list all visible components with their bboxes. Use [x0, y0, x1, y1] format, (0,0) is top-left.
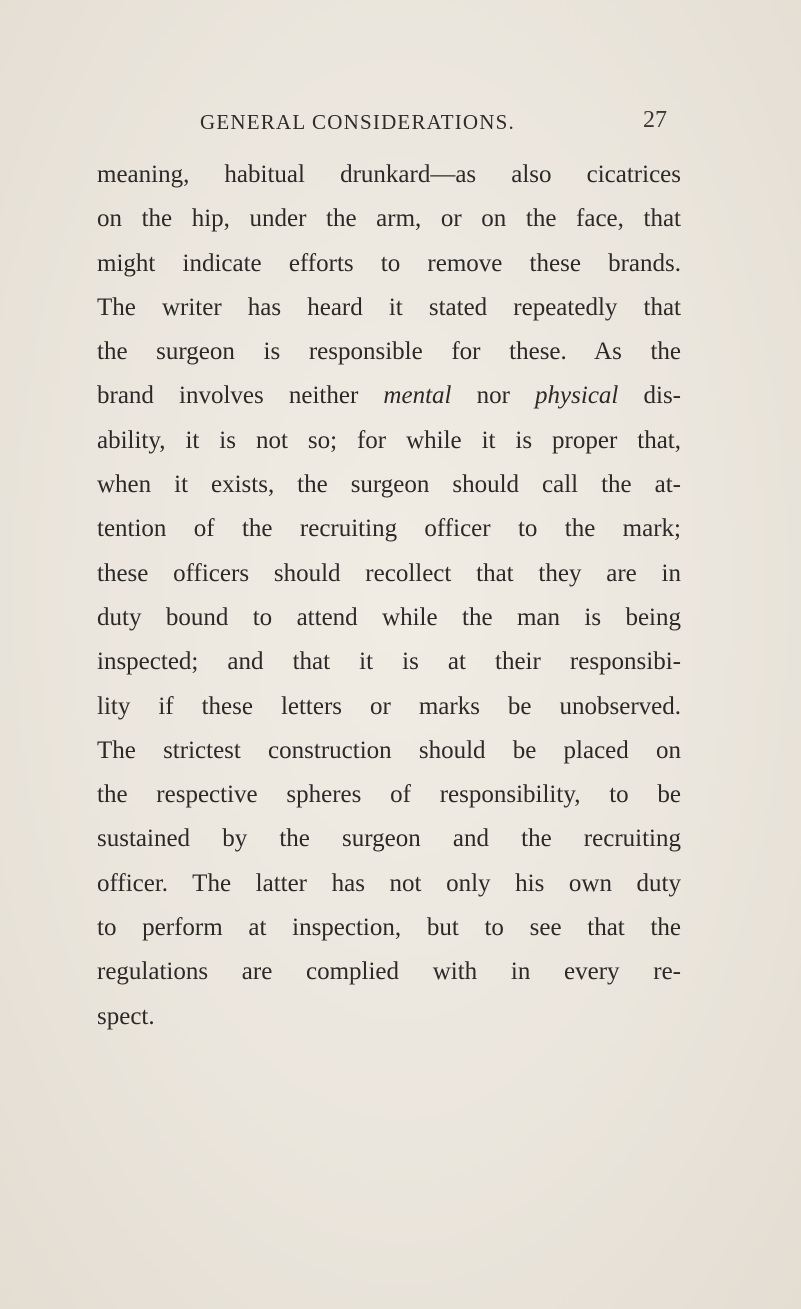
text-line: meaning, habitual drunkard—as also cicatrices [97, 161, 681, 188]
text-line: when it exists, the surgeon should call the at- [97, 471, 681, 499]
text-segment: brand involves neither [97, 382, 359, 410]
text-line: on the hip, under the arm, or on the face, that [97, 205, 681, 233]
page-number: 27 [643, 107, 667, 133]
running-head-title: GENERAL CONSIDERATIONS. [200, 110, 515, 134]
text-line: ability, it is not so; for while it is proper that, [97, 426, 681, 454]
running-head [200, 107, 680, 140]
text-line: The strictest construction should be placed on [97, 736, 681, 764]
body-paragraph [97, 153, 681, 1039]
text-line-with-italics [97, 374, 681, 418]
text-line: officer. The latter has not only his own duty [97, 869, 681, 897]
text-line: might indicate efforts to remove these brands. [97, 249, 681, 277]
text-line: The writer has heard it stated repeatedly that [97, 293, 681, 321]
text-line: to perform at inspection, but to see that the [97, 914, 681, 942]
text-line: duty bound to attend while the man is being [97, 603, 681, 631]
text-line: these officers should recollect that they are in [97, 559, 681, 587]
text-line: tention of the recruiting officer to the mark; [97, 515, 681, 543]
text-line: lity if these letters or marks be unobserved. [97, 692, 681, 720]
text-segment: dis- [643, 382, 681, 410]
text-line: the surgeon is responsible for these. As the [97, 338, 681, 366]
text-line: spect. [97, 1002, 155, 1030]
text-line: inspected; and that it is at their responsibi- [97, 648, 681, 676]
italic-word: mental [383, 382, 452, 410]
italic-word: physical [535, 382, 619, 410]
text-line: regulations are complied with in every re- [97, 958, 681, 986]
text-segment: nor [476, 382, 510, 410]
text-line: the respective spheres of responsibility, to be [97, 781, 681, 809]
text-line: sustained by the surgeon and the recruiting [97, 825, 681, 853]
